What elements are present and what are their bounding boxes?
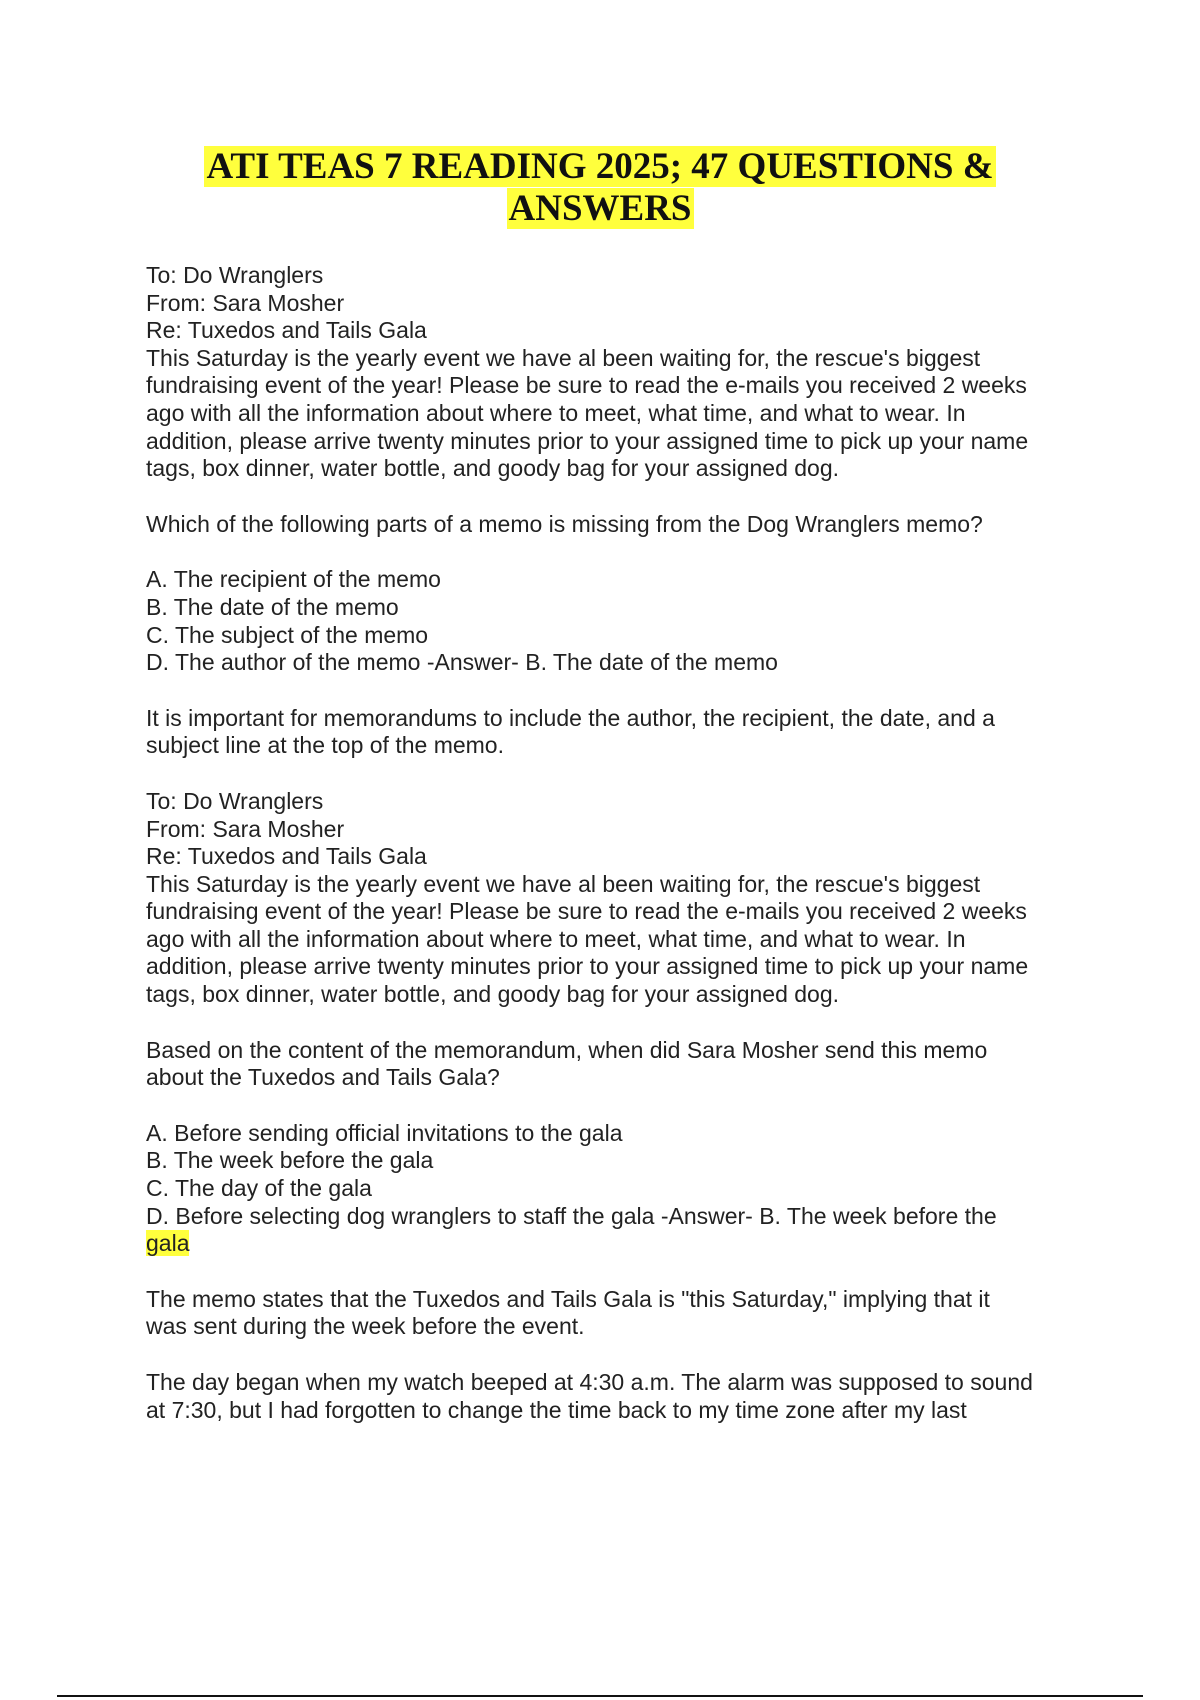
memo-body-line: ago with all the information about where to meet, what time, and what to wear. In [146, 399, 966, 426]
answer-option: A. The recipient of the memo [146, 566, 441, 593]
question-1-explanation [146, 705, 1076, 760]
memo-re: Re: Tuxedos and Tails Gala [146, 317, 427, 344]
memo-body-line: fundraising event of the year! Please be sure to read the e-mails you received 2 weeks [146, 898, 1027, 925]
question-line: Based on the content of the memorandum, when did Sara Mosher send this memo [146, 1036, 988, 1063]
question-2-options [146, 1120, 1076, 1258]
question-line: about the Tuxedos and Tails Gala? [146, 1064, 500, 1091]
document-body [146, 262, 1076, 1424]
page-bottom-rule [57, 1695, 1143, 1697]
answer-option: A. Before sending official invitations to the gala [146, 1119, 623, 1146]
page-title [0, 146, 1200, 230]
memo-to: To: Do Wranglers [146, 787, 324, 814]
memo-from: From: Sara Mosher [146, 815, 345, 842]
explanation-line: subject line at the top of the memo. [146, 732, 504, 759]
question-2-explanation [146, 1286, 1076, 1341]
answer-option: D. Before selecting dog wranglers to staff the gala -Answer- B. The week before the [146, 1202, 997, 1229]
memo-body-line: tags, box dinner, water bottle, and goody bag for your assigned dog. [146, 981, 840, 1008]
memo-2 [146, 788, 1076, 1009]
answer-option: B. The week before the gala [146, 1147, 434, 1174]
memo-body-line: fundraising event of the year! Please be sure to read the e-mails you received 2 weeks [146, 372, 1027, 399]
question-1-options [146, 566, 1076, 676]
memo-to: To: Do Wranglers [146, 262, 324, 288]
memo-body-line: This Saturday is the yearly event we have al been waiting for, the rescue's biggest [146, 870, 981, 897]
memo-body-line: addition, please arrive twenty minutes prior to your assigned time to pick up your name [146, 953, 1029, 980]
memo-re: Re: Tuxedos and Tails Gala [146, 843, 427, 870]
explanation-line: The memo states that the Tuxedos and Tails Gala is "this Saturday," implying that it [146, 1285, 990, 1312]
memo-body-line: tags, box dinner, water bottle, and goody bag for your assigned dog. [146, 455, 840, 482]
passage-line: The day began when my watch beeped at 4:30 a.m. The alarm was supposed to sound [146, 1369, 1033, 1395]
title-line-1: ATI TEAS 7 READING 2025; 47 QUESTIONS & [206, 146, 994, 187]
question-2 [146, 1037, 1076, 1092]
question-1: Which of the following parts of a memo is missing from the Dog Wranglers memo? [146, 510, 983, 537]
memo-body-line: ago with all the information about where to meet, what time, and what to wear. In [146, 925, 966, 952]
explanation-line: It is important for memorandums to include the author, the recipient, the date, and a [146, 704, 995, 731]
title-line-2: ANSWERS [508, 188, 692, 229]
answer-option: D. The author of the memo -Answer- B. The date of the memo [146, 649, 778, 676]
memo-from: From: Sara Mosher [146, 289, 345, 316]
answer-option: C. The subject of the memo [146, 621, 429, 648]
answer-option: B. The date of the memo [146, 593, 399, 620]
explanation-line: was sent during the week before the event. [146, 1313, 585, 1340]
answer-option: C. The day of the gala [146, 1175, 372, 1202]
memo-body-line: addition, please arrive twenty minutes prior to your assigned time to pick up your name [146, 427, 1029, 454]
highlighted-answer-tail: gala [146, 1230, 190, 1257]
memo-1 [146, 262, 1076, 483]
passage-3 [146, 1369, 1076, 1424]
memo-body-line: This Saturday is the yearly event we have al been waiting for, the rescue's biggest [146, 344, 981, 371]
passage-line: at 7:30, but I had forgotten to change the time back to my time zone after my last [146, 1396, 967, 1423]
